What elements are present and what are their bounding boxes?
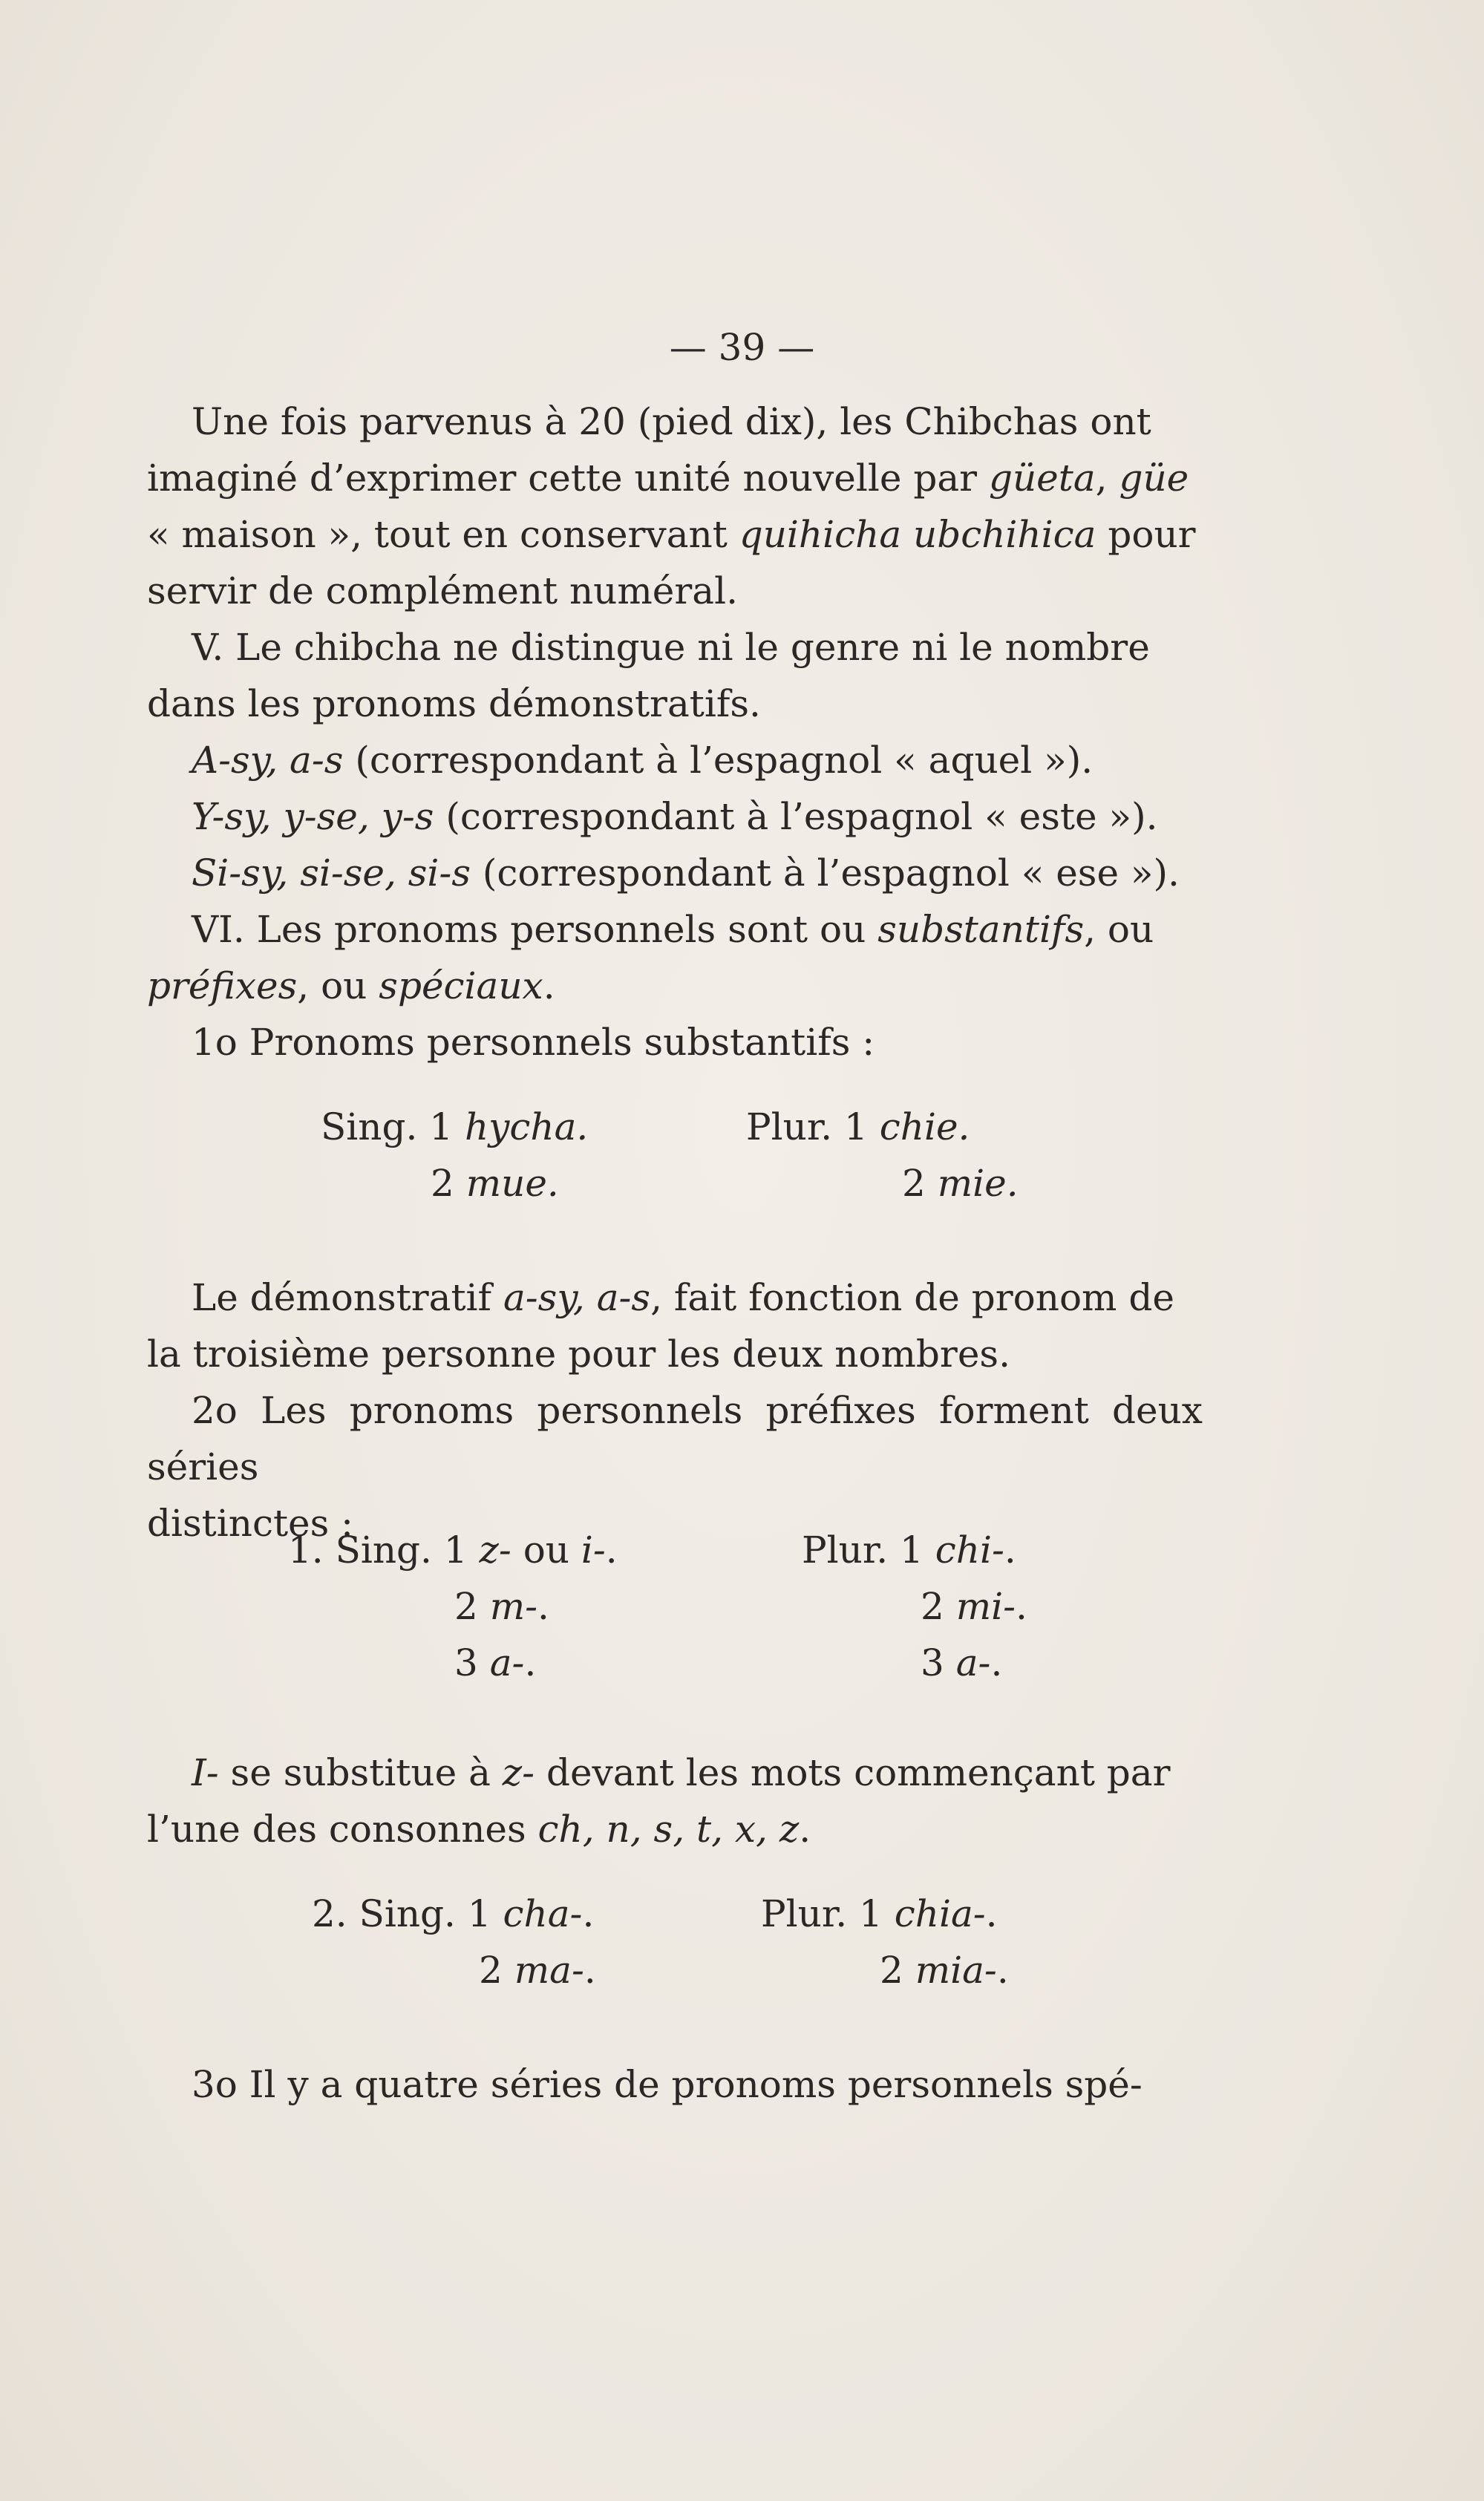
- line: V. Le chibcha ne distingue ni le genre ni le nombre: [192, 626, 1150, 669]
- text: devant les mots commençant par: [535, 1751, 1171, 1794]
- value: mie.: [937, 1162, 1019, 1205]
- paragraph-i-substitution: [147, 1745, 1203, 1857]
- text: ,: [1095, 457, 1119, 500]
- series2-sing-1: 2. Sing. 1 cha-.: [312, 1892, 595, 1935]
- text: , fait fonction de pronom de: [650, 1276, 1174, 1319]
- line: la troisième personne pour les deux nombres.: [147, 1333, 1010, 1376]
- demonstrative-ysy: [147, 788, 1203, 845]
- sing-2: [431, 1155, 559, 1212]
- label: 2: [902, 1162, 938, 1205]
- line: [147, 506, 1203, 563]
- line: [147, 1745, 1203, 1801]
- word-gueta: güeta: [988, 457, 1096, 500]
- heading-substantive-pronouns: 1o Pronoms personnels substantifs :: [192, 1021, 875, 1064]
- term: A-sy, a-s: [192, 739, 344, 782]
- line: servir de complément numéral.: [147, 569, 738, 612]
- label: 2: [454, 1585, 490, 1628]
- value: mi-: [955, 1585, 1016, 1628]
- line: dans les pronoms démonstratifs.: [147, 682, 761, 725]
- term: Si-sy, si-se, si-s: [192, 851, 471, 895]
- label: 2: [431, 1162, 466, 1205]
- pronoun-table-substantive: [0, 1099, 1484, 1217]
- term: z-: [502, 1751, 535, 1794]
- demonstrative-asy: [147, 732, 1203, 788]
- value: m-: [489, 1585, 538, 1628]
- text: « maison », tout en conservant: [147, 513, 739, 556]
- term: ch, n, s, t, x, z: [537, 1808, 800, 1851]
- label: 2: [479, 1949, 514, 1992]
- label: Plur. 1: [802, 1529, 935, 1572]
- line: 2o Les pronoms personnels préfixes forment deux séries: [147, 1389, 1203, 1488]
- series1-sing-3: 3 a-.: [454, 1641, 537, 1684]
- series2-plur-1: Plur. 1 chia-.: [761, 1892, 998, 1935]
- text: pour: [1096, 513, 1196, 556]
- text-block-top: [147, 393, 1203, 1070]
- series2-plur-2: 2 mia-.: [880, 1949, 1009, 1992]
- value: mia-: [915, 1949, 997, 1992]
- text: (correspondant à l’espagnol « ese »).: [470, 851, 1180, 895]
- text-block-middle: [147, 1269, 1203, 1552]
- label: 2: [880, 1949, 915, 1992]
- value: i-: [581, 1529, 606, 1572]
- text: , ou: [297, 964, 379, 1007]
- plur-1: [746, 1099, 970, 1155]
- pronoun-table-prefix-2: [0, 1886, 1484, 2004]
- line: Une fois parvenus à 20 (pied dix), les Chibchas ont: [192, 400, 1151, 443]
- line: [147, 1801, 1203, 1857]
- text: , ou: [1084, 908, 1154, 951]
- text: VI. Les pronoms personnels sont ou: [192, 908, 878, 951]
- label: Plur. 1: [746, 1105, 880, 1148]
- text-block-bottom: [147, 2056, 1203, 2113]
- label: 3: [454, 1641, 490, 1684]
- text: l’une des consonnes: [147, 1808, 538, 1851]
- term: a-sy, a-s: [503, 1276, 651, 1319]
- series1-sing-1: [288, 1522, 618, 1578]
- label: 1. Sing. 1: [288, 1529, 480, 1572]
- term: Y-sy, y-se, y-s: [192, 795, 434, 838]
- text: (correspondant à l’espagnol « aquel »).: [343, 739, 1094, 782]
- series2-sing-2: 2 ma-.: [479, 1949, 596, 1992]
- term: substantifs: [877, 908, 1085, 951]
- paragraph-chibchas-twenty: [147, 393, 1203, 619]
- value: cha-: [503, 1892, 583, 1935]
- value: chia-: [894, 1892, 986, 1935]
- label: Sing. 1: [321, 1105, 465, 1148]
- line: [147, 1269, 1203, 1326]
- line: [147, 450, 1203, 506]
- value: chie.: [879, 1105, 970, 1148]
- value: a-: [489, 1641, 525, 1684]
- value: hycha.: [464, 1105, 589, 1148]
- text-block-lower: [147, 1745, 1203, 1857]
- page-number: — 39 —: [669, 326, 815, 369]
- label: 2: [921, 1585, 956, 1628]
- plur-2: [902, 1155, 1019, 1212]
- label: 2. Sing. 1: [312, 1892, 503, 1935]
- paragraph-section-vi: [147, 901, 1203, 1014]
- value: ma-: [514, 1949, 584, 1992]
- paragraph-demonstrative-third-person: [147, 1269, 1203, 1382]
- series1-plur-2: 2 mi-.: [921, 1585, 1027, 1628]
- series1-sing-2: 2 m-.: [454, 1585, 549, 1628]
- value: mue.: [465, 1162, 559, 1205]
- line: [147, 901, 1203, 958]
- demonstrative-sisy: [147, 845, 1203, 901]
- label: Plur. 1: [761, 1892, 895, 1935]
- text: .: [543, 964, 555, 1007]
- text: Le démonstratif: [192, 1276, 503, 1319]
- term: spéciaux: [379, 964, 543, 1007]
- word-quihicha: quihicha ubchihica: [739, 513, 1096, 556]
- text: ou: [511, 1529, 581, 1572]
- text: .: [605, 1529, 618, 1572]
- text: (correspondant à l’espagnol « este »).: [434, 795, 1158, 838]
- pronoun-table-prefix-1: [0, 1522, 1484, 1700]
- series1-plur-1: Plur. 1 chi-.: [802, 1529, 1016, 1572]
- line: distinctes :: [147, 1502, 354, 1545]
- paragraph-section-v: [147, 619, 1203, 732]
- value: chi-: [935, 1529, 1004, 1572]
- paragraph-special-pronouns: 3o Il y a quatre séries de pronoms personnels spé-: [192, 2063, 1143, 2106]
- term: préfixes: [147, 964, 298, 1007]
- term: I-: [192, 1751, 219, 1794]
- text: .: [799, 1808, 811, 1851]
- sing-1: [321, 1099, 588, 1155]
- line: [147, 958, 1203, 1014]
- value: a-: [955, 1641, 991, 1684]
- label: 3: [921, 1641, 956, 1684]
- text: imaginé d’exprimer cette unité nouvelle par: [147, 457, 989, 500]
- text: se substitue à: [218, 1751, 503, 1794]
- series1-plur-3: 3 a-.: [921, 1641, 1003, 1684]
- word-gue: güe: [1119, 457, 1189, 500]
- value: z-: [479, 1529, 511, 1572]
